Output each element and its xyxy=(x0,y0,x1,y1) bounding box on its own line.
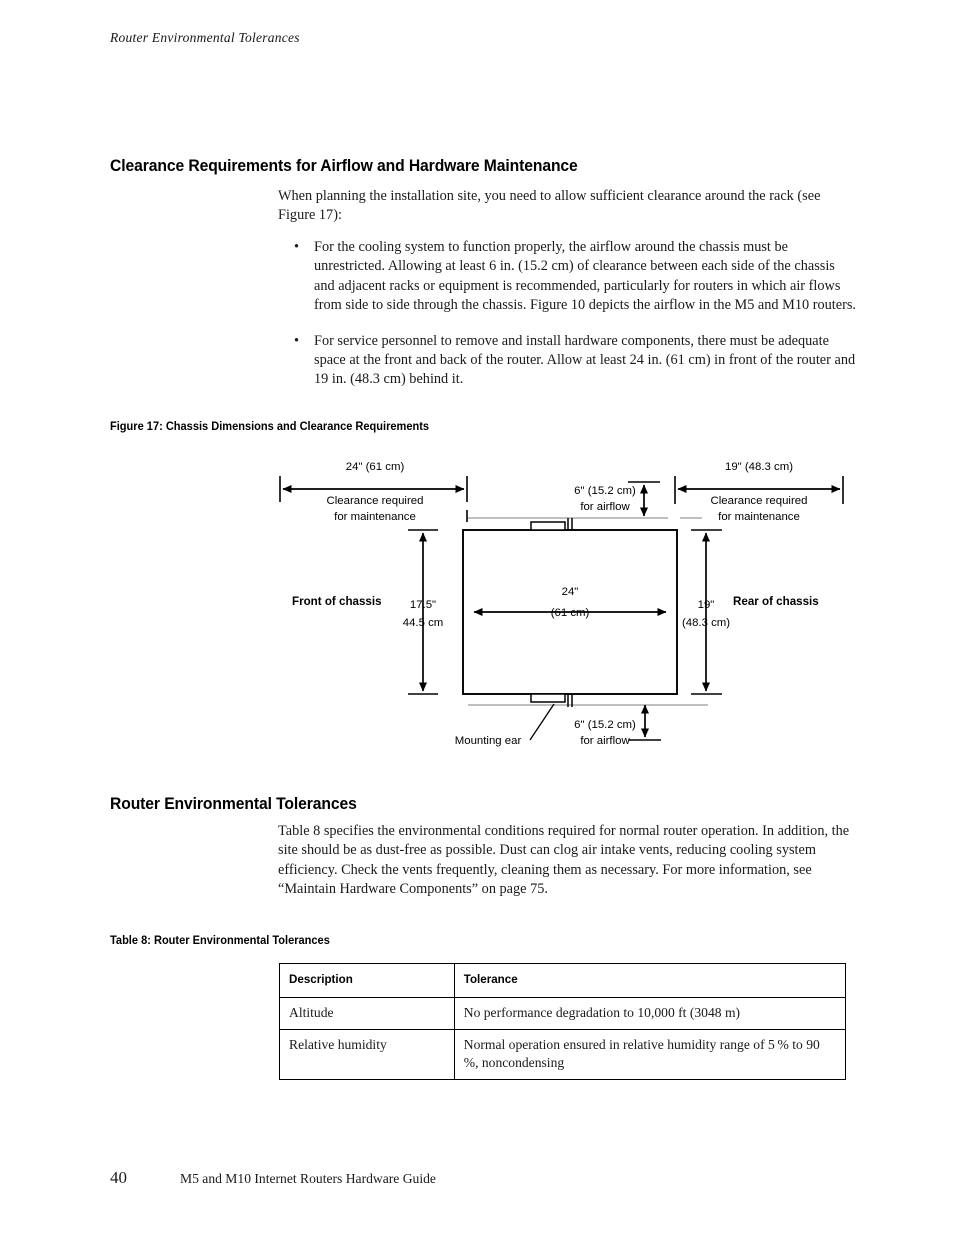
intro-paragraph: When planning the installation site, you need to allow sufficient clearance around the rack (see Figure 17): xyxy=(278,188,821,224)
clearance-bullet-list xyxy=(292,238,858,390)
bottom-airflow-label-line2: for airflow xyxy=(580,735,630,747)
chassis-depth-inches-label: 19" xyxy=(697,599,715,611)
mounting-ear-label: Mounting ear xyxy=(454,735,522,747)
chassis-height-inches-label: 17.5" xyxy=(409,599,437,611)
running-header: Router Environmental Tolerances xyxy=(110,30,300,45)
page-number: 40 xyxy=(110,1168,127,1187)
mounting-ear-top xyxy=(531,518,572,531)
bottom-airflow-label-line1: 6" (15.2 cm) xyxy=(574,719,636,731)
chassis-dimensions-diagram xyxy=(262,452,872,762)
page-title: Clearance Requirements for Airflow and Hardware Maintenance xyxy=(110,157,578,176)
front-of-chassis-label: Front of chassis xyxy=(292,595,382,608)
figure-caption: Figure 17: Chassis Dimensions and Clearance Requirements xyxy=(110,421,430,433)
right-clearance-note-line1: Clearance required xyxy=(710,495,808,507)
cell-tolerance: Normal operation ensured in relative humidity range of 5 % to 90 %, noncondensing xyxy=(454,1030,845,1080)
cell-tolerance: No performance degradation to 10,000 ft (3048 m) xyxy=(454,998,845,1030)
table-row xyxy=(280,1030,846,1080)
list-item-text: For the cooling system to function properly, the airflow around the chassis must be unrestricted. Allowing at least 6 in. (15.2 cm) of clearance between each side of the chassis and adjacent racks or equipment is recommended, particularly for routers in which air flows from side to side through the chassis. Figure 10 depicts the airflow in the M5 and M10 routers. xyxy=(314,239,856,314)
chassis-depth-cm-label: (48.3 cm) xyxy=(681,617,731,629)
figure-svg xyxy=(262,452,872,762)
chassis-width-cm-label: (61 cm) xyxy=(550,607,590,619)
right-clearance-note-line2: for maintenance xyxy=(718,511,800,523)
tolerances-paragraph: Table 8 specifies the environmental conditions required for normal router operation. In addition, the site should be as dust-free as possible. Dust can clog air intake vents, reducing cooling system efficiency. Check the vents frequently, cleaning them as necessary. For more information, see “Maintain Hardware Components” on page 75. xyxy=(278,823,850,898)
footer-guide-title: M5 and M10 Internet Routers Hardware Guide xyxy=(180,1171,436,1186)
column-header-tolerance: Tolerance xyxy=(454,964,845,998)
right-clearance-dimension-label: 19" (48.3 cm) xyxy=(725,461,793,473)
mounting-ear-leader-line xyxy=(530,704,554,740)
column-header-description: Description xyxy=(280,964,455,998)
section-title-tolerances: Router Environmental Tolerances xyxy=(110,795,357,814)
bullet-point-icon: • xyxy=(294,239,300,255)
cell-description: Relative humidity xyxy=(280,1030,455,1080)
left-clearance-note-line2: for maintenance xyxy=(334,511,416,523)
left-clearance-note-line1: Clearance required xyxy=(326,495,424,507)
table-caption: Table 8: Router Environmental Tolerances xyxy=(110,935,330,947)
environmental-tolerances-table xyxy=(279,963,846,1080)
top-airflow-label-line2: for airflow xyxy=(580,501,630,513)
cell-description: Altitude xyxy=(280,998,455,1030)
list-item xyxy=(292,238,858,316)
table-header-row xyxy=(280,964,846,998)
list-item xyxy=(292,332,858,390)
chassis-height-cm-label: 44.5 cm xyxy=(402,617,444,629)
top-airflow-label-line1: 6" (15.2 cm) xyxy=(574,485,636,497)
left-clearance-dimension-label: 24" (61 cm) xyxy=(345,461,405,473)
chassis-width-inches-label: 24" xyxy=(561,586,579,598)
bullet-point-icon: • xyxy=(294,332,300,349)
table-row xyxy=(280,998,846,1030)
list-item-text: For service personnel to remove and install hardware components, there must be adequate space at the front and back of the router. Allow at least 24 in. (61 cm) in front of the router and 19 in. (48.3 cm) behind it. xyxy=(314,332,856,388)
rear-of-chassis-label: Rear of chassis xyxy=(733,595,819,608)
